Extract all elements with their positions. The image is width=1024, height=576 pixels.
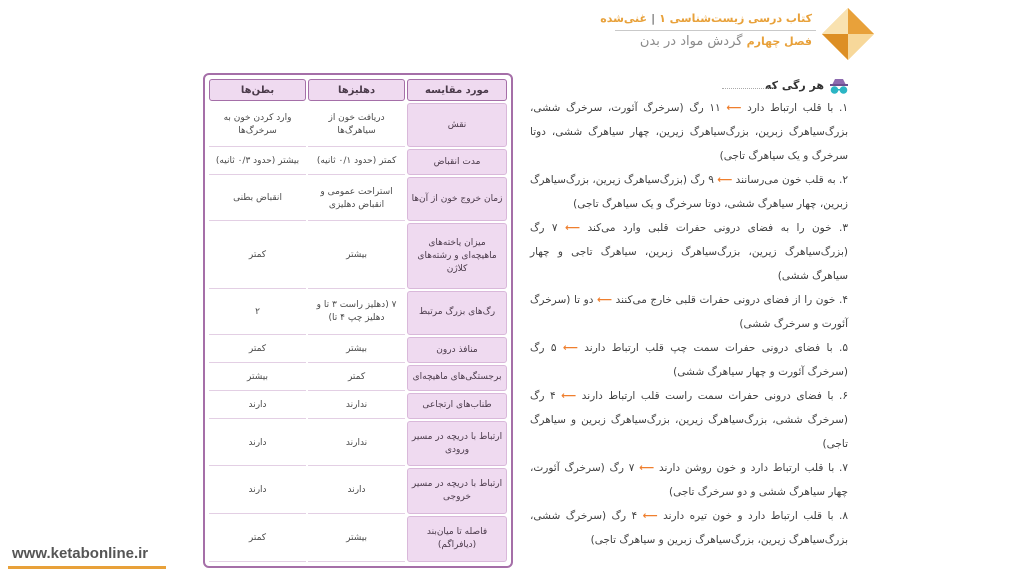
table-row	[209, 149, 507, 175]
comparison-table-grid	[207, 77, 509, 564]
table-cell: انقباض بطنی	[209, 177, 306, 221]
website-link[interactable]: www.ketabonline.ir	[12, 545, 149, 562]
table-cell: بیشتر	[308, 337, 405, 363]
table-row	[209, 516, 507, 562]
item-answer: دو تا (سرخرگ آئورت و سرخرگ ششی)	[530, 294, 848, 330]
row-label: رگ‌های بزرگ مرتبط	[407, 291, 507, 335]
item-lead: ۶. با فضای درونی حفرات سمت راست قلب ارتباط دارند	[581, 390, 848, 402]
arrow-icon: ⟵	[642, 510, 658, 522]
list-item	[530, 168, 848, 216]
section-dotted-rule	[722, 88, 774, 89]
item-lead: ۱. با قلب ارتباط دارد	[747, 102, 848, 114]
table-row	[209, 223, 507, 289]
item-answer: ۴ رگ (سرخرگ ششی، بزرگ‌سیاهرگ زیرین، بزرگ‌سیاهرگ زبرین و سیاهرگ تاجی)	[530, 390, 848, 450]
chapter-label: فصل چهارم	[746, 35, 812, 48]
table-cell: ندارند	[308, 393, 405, 419]
footer-underline	[8, 566, 166, 569]
item-lead: ۸. با قلب ارتباط دارد و خون تیره دارند	[663, 510, 849, 522]
item-answer: ۷ رگ (بزرگ‌سیاهرگ زیرین، بزرگ‌سیاهرگ زبرین، سیاهرگ تاجی و چهار سیاهرگ ششی)	[530, 222, 848, 282]
row-label: مدت انقباض	[407, 149, 507, 175]
table-cell: بیشتر	[308, 223, 405, 289]
column-header: دهلیزها	[308, 79, 405, 101]
table-cell: ۲	[209, 291, 306, 335]
book-subtitle: غنی‌شده	[600, 12, 648, 25]
table-row	[209, 468, 507, 514]
table-row	[209, 103, 507, 147]
table-row	[209, 393, 507, 419]
table-cell: استراحت عمومی و انقباض دهلیزی	[308, 177, 405, 221]
arrow-icon: ⟵	[639, 462, 655, 474]
row-label: ارتباط با دریچه در مسیر خروجی	[407, 468, 507, 514]
list-item	[530, 216, 848, 288]
arrow-icon: ⟵	[562, 342, 578, 354]
row-label: نقش	[407, 103, 507, 147]
list-item	[530, 384, 848, 456]
item-lead: ۳. خون را به فضای درونی حفرات قلبی وارد می‌کند	[587, 222, 848, 234]
list-item	[530, 96, 848, 168]
item-lead: ۲. به قلب خون می‌رسانند	[735, 174, 849, 186]
item-lead: ۷. با قلب ارتباط دارد و خون روشن دارند	[658, 462, 848, 474]
table-cell: بیشتر	[308, 516, 405, 562]
spy-glasses-icon	[828, 77, 850, 95]
row-label: ارتباط با دریچه در مسیر ورودی	[407, 421, 507, 467]
item-answer: ۵ رگ (سرخرگ آئورت و چهار سیاهرگ ششی)	[530, 342, 848, 378]
chapter-heading	[640, 34, 812, 49]
item-answer: ۴ رگ (سرخرگ ششی، بزرگ‌سیاهرگ زیرین، بزرگ‌سیاهرگ زبرین و سیاهرگ تاجی)	[530, 510, 848, 546]
comparison-table	[203, 73, 513, 568]
list-item	[530, 288, 848, 336]
item-lead: ۵. با فضای درونی حفرات سمت چپ قلب ارتباط دارند	[584, 342, 848, 354]
row-label: منافذ درون	[407, 337, 507, 363]
book-title	[600, 12, 812, 25]
list-item	[530, 504, 848, 552]
item-answer: ۱۱ رگ (سرخرگ آئورت، سرخرگ ششی، بزرگ‌سیاهرگ زبرین، بزرگ‌سیاهرگ زیرین، چهار سیاهرگ ششی، دوتا سرخرگ و یک سیاهرگ تاجی)	[530, 102, 848, 162]
list-item	[530, 456, 848, 504]
table-row	[209, 337, 507, 363]
column-header: بطن‌ها	[209, 79, 306, 101]
item-lead: ۴. خون را از فضای درونی حفرات قلبی خارج می‌کنند	[615, 294, 848, 306]
table-cell: کمتر	[209, 516, 306, 562]
title-separator: |	[651, 12, 656, 25]
row-label: میزان یاخته‌های ماهیچه‌ای و رشته‌های کلاژن	[407, 223, 507, 289]
table-row	[209, 365, 507, 391]
table-header-row	[209, 79, 507, 101]
table-cell: کمتر	[308, 365, 405, 391]
table-cell: دارند	[209, 468, 306, 514]
book-title-text: کتاب درسی زیست‌شناسی ۱	[659, 12, 812, 25]
item-answer: ۹ رگ (بزرگ‌سیاهرگ زیرین، بزرگ‌سیاهرگ زبرین، چهار سیاهرگ ششی، دوتا سرخرگ و یک سیاهرگ تاجی)	[530, 174, 848, 210]
arrow-icon: ⟵	[564, 222, 581, 234]
arrow-icon: ⟵	[726, 102, 742, 114]
vessel-list	[530, 96, 848, 552]
arrow-icon: ⟵	[596, 294, 613, 306]
table-cell: دارند	[209, 393, 306, 419]
table-row	[209, 177, 507, 221]
chapter-title: گردش مواد در بدن	[639, 34, 743, 49]
table-row	[209, 291, 507, 335]
table-cell: بیشتر (حدود ۰/۳ ثانیه)	[209, 149, 306, 175]
row-label: طناب‌های ارتجاعی	[407, 393, 507, 419]
section-title: هر رگی که	[764, 79, 824, 92]
table-cell: دارند	[308, 468, 405, 514]
arrow-icon: ⟵	[717, 174, 733, 186]
row-label: برجستگی‌های ماهیچه‌ای	[407, 365, 507, 391]
table-cell: دریافت خون از سیاهرگ‌ها	[308, 103, 405, 147]
table-cell: کمتر (حدود ۰/۱ ثانیه)	[308, 149, 405, 175]
arrow-icon: ⟵	[561, 390, 577, 402]
header-divider	[615, 30, 816, 31]
table-cell: کمتر	[209, 223, 306, 289]
table-cell: دارند	[209, 421, 306, 467]
table-row	[209, 421, 507, 467]
table-cell: وارد کردن خون به سرخرگ‌ها	[209, 103, 306, 147]
row-label: زمان خروج خون از آن‌ها	[407, 177, 507, 221]
table-cell: کمتر	[209, 337, 306, 363]
section-heading	[722, 76, 850, 96]
item-answer: ۷ رگ (سرخرگ آئورت، چهار سیاهرگ ششی و دو سرخرگ تاجی)	[530, 462, 848, 498]
column-header: مورد مقایسه	[407, 79, 507, 101]
table-cell: بیشتر	[209, 365, 306, 391]
row-label: فاصله تا میان‌بند (دیافراگم)	[407, 516, 507, 562]
list-item	[530, 336, 848, 384]
publisher-logo-icon	[820, 6, 876, 62]
table-cell: ۷ (دهلیز راست ۳ تا و دهلیز چپ ۴ تا)	[308, 291, 405, 335]
table-cell: ندارند	[308, 421, 405, 467]
